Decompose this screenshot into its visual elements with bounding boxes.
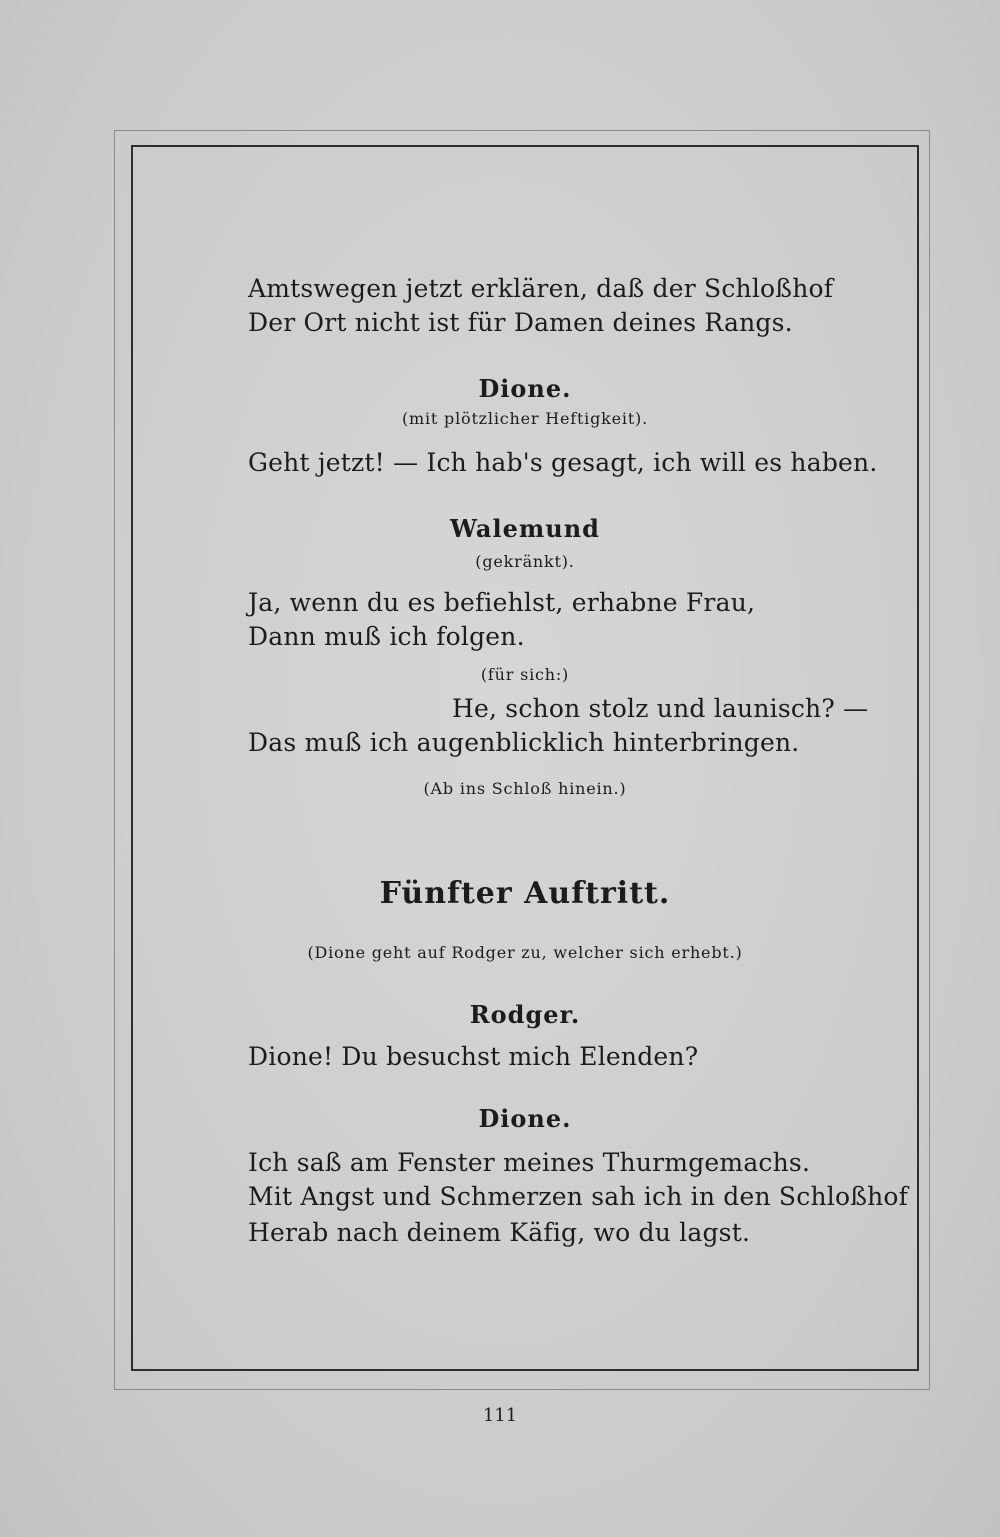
stage-direction-4: (Ab ins Schloß hinein.) (423, 779, 627, 798)
stage-direction-3: (für sich:) (480, 665, 570, 684)
speaker-rodger: Rodger. (469, 1000, 581, 1029)
stage-direction-2: (gekränkt). (475, 552, 575, 571)
stage-direction-1: (mit plötzlicher Heftigkeit). (402, 409, 648, 428)
scene-heading: Fünfter Auftritt. (379, 876, 671, 911)
verse-line-3: Geht jetzt! — Ich hab's gesagt, ich will es haben. (248, 448, 878, 477)
speaker-dione: Dione. (478, 374, 572, 403)
stage-direction-5: (Dione geht auf Rodger zu, welcher sich erhebt.) (307, 943, 743, 962)
verse-line-9: Ich saß am Fenster meines Thurmgemachs. (248, 1148, 811, 1177)
verse-line-2: Der Ort nicht ist für Damen deines Rangs. (248, 308, 793, 337)
verse-line-11: Herab nach deinem Käfig, wo du lagst. (248, 1218, 751, 1247)
verse-line-1: Amtswegen jetzt erklären, daß der Schloßhof (248, 274, 834, 303)
verse-line-7: Das muß ich augenblicklich hinterbringen. (248, 728, 800, 757)
speaker-walemund: Walemund (450, 514, 600, 543)
verse-line-8: Dione! Du besuchst mich Elenden? (248, 1042, 699, 1071)
verse-line-4: Ja, wenn du es befiehlst, erhabne Frau, (248, 588, 756, 617)
verse-line-5: Dann muß ich folgen. (248, 622, 525, 651)
verse-line-10: Mit Angst und Schmerzen sah ich in den Schloßhof (248, 1182, 909, 1211)
verse-line-6: He, schon stolz und launisch? — (452, 694, 869, 723)
speaker-dione-2: Dione. (478, 1104, 572, 1133)
page-number: 111 (482, 1405, 518, 1426)
